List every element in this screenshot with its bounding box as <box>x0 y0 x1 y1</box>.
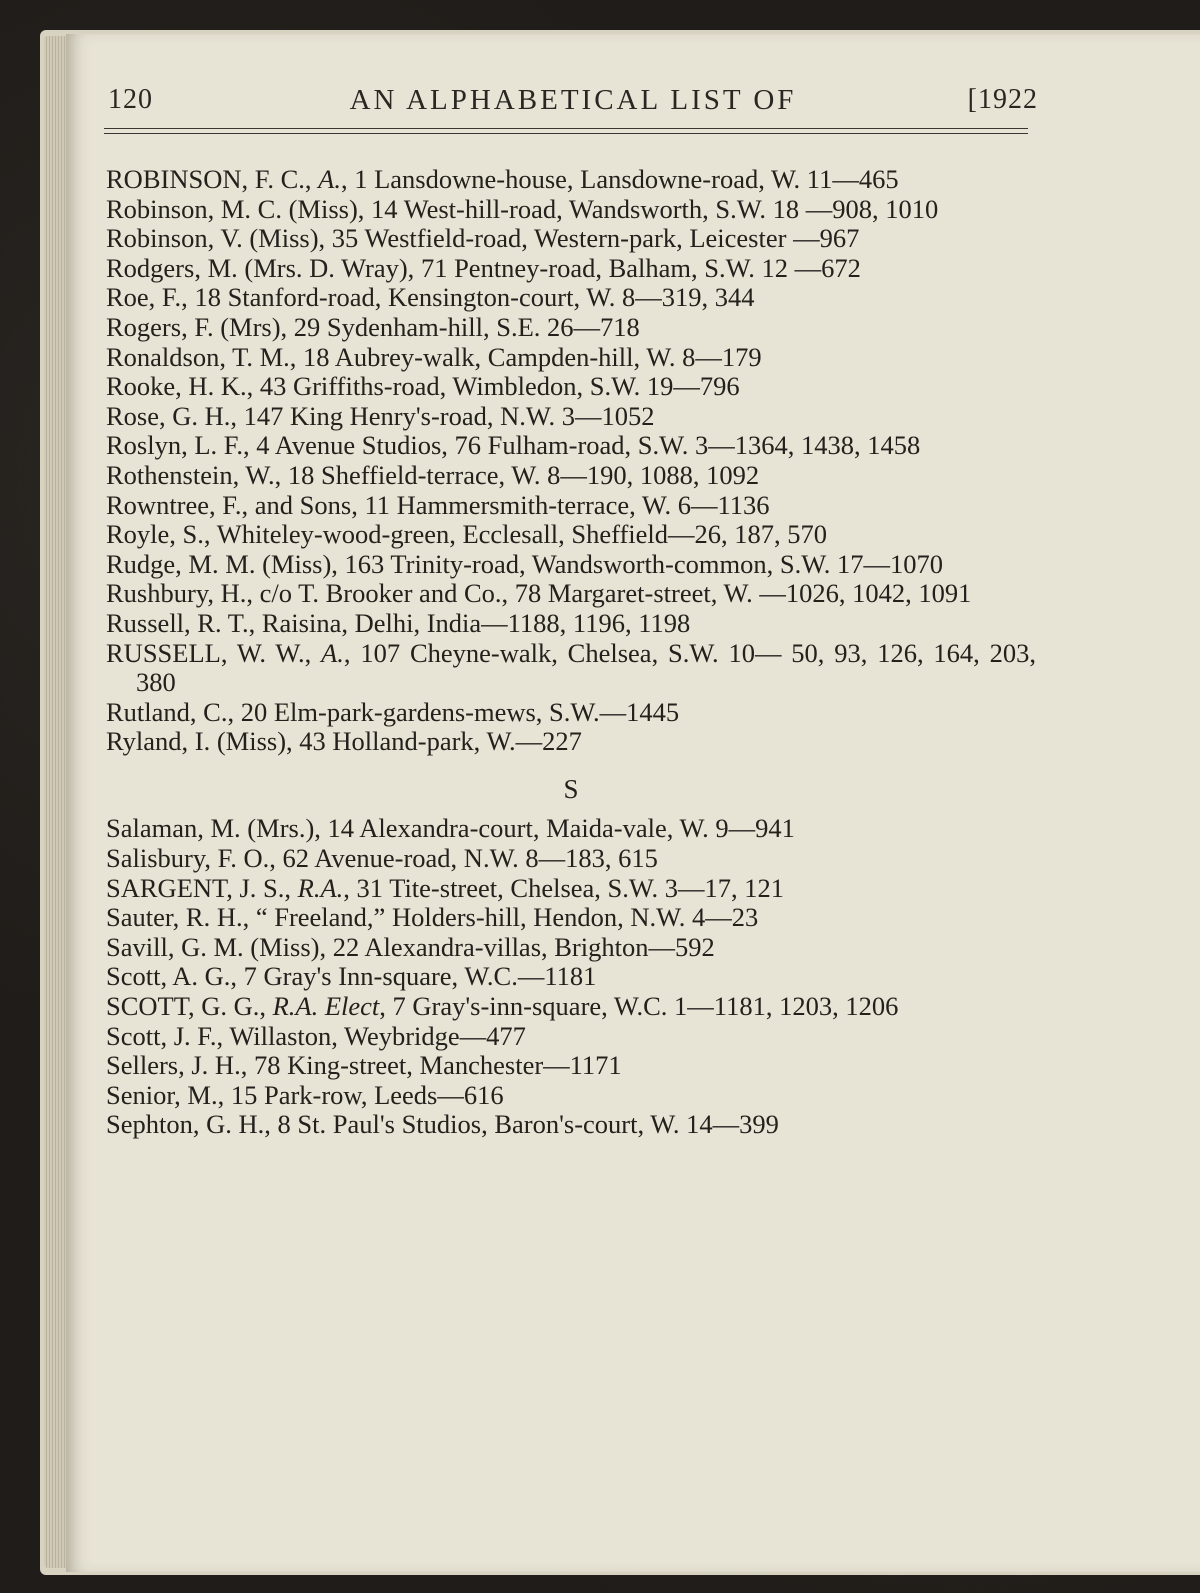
entry-address: 15 Park-row, Leeds—616 <box>230 1079 504 1110</box>
entry-name: SARGENT, J. S., <box>106 872 292 903</box>
entry-address: 4 Avenue Studios, 76 Fulham-road, S.W. 3—1364, 1438, 1458 <box>256 430 921 461</box>
entry-name: SCOTT, G. G., <box>106 991 266 1022</box>
list-entry <box>106 727 1036 757</box>
entry-name: Sellers, J. H., <box>106 1050 248 1081</box>
list-entry <box>106 962 1036 992</box>
list-entry <box>106 698 1036 728</box>
list-entry <box>106 903 1036 933</box>
list-entry <box>106 609 1036 639</box>
entry-name: Royle, S., <box>106 519 211 550</box>
list-entry <box>106 461 1036 491</box>
entry-name: Roe, F., <box>106 282 188 313</box>
list-entry <box>106 992 1036 1022</box>
header-rule-top <box>104 128 1028 129</box>
entry-name: RUSSELL, W. W., <box>106 637 312 668</box>
list-entry <box>106 372 1036 402</box>
entry-name: Rowntree, F., and Sons, <box>106 489 358 520</box>
entry-name: Sephton, G. H., <box>106 1109 271 1140</box>
entry-address: “ Freeland,” Holders-hill, Hendon, N.W. 4—23 <box>255 902 759 933</box>
entry-distinction: A. <box>321 637 344 668</box>
list-entry <box>106 579 1036 609</box>
entry-address: c/o T. Brooker and Co., 78 Margaret-street, W. —1026, 1042, 1091 <box>259 578 972 609</box>
list-entry <box>106 844 1036 874</box>
list-entry <box>106 550 1036 580</box>
entry-distinction: A. <box>318 164 341 194</box>
entry-address: 11 Hammersmith-terrace, W. 6—1136 <box>364 489 770 520</box>
list-entry <box>106 933 1036 963</box>
entry-name: Ronaldson, T. M., <box>106 341 297 372</box>
header-rule-bottom <box>104 133 1028 134</box>
list-entry <box>106 313 1036 343</box>
entry-name: Russell, R. T., <box>106 607 256 638</box>
list-entry <box>106 814 1036 844</box>
entry-address: 35 Westfield-road, Western-park, Leicester —967 <box>331 223 860 254</box>
entry-address: 18 Sheffield-terrace, W. 8—190, 1088, 1092 <box>287 459 760 490</box>
entry-name: Scott, J. F., <box>106 1020 224 1051</box>
list-entry <box>106 520 1036 550</box>
entry-address: Whiteley-wood-green, Ecclesall, Sheffield—26, 187, 570 <box>216 519 828 550</box>
entry-name: Robinson, M. C. (Miss), <box>106 193 365 224</box>
list-entry <box>106 195 1036 225</box>
list-entry <box>106 283 1036 313</box>
entry-name: Ryland, I. (Miss), <box>106 726 293 757</box>
list-entry <box>106 431 1036 461</box>
list-entry <box>106 1081 1036 1111</box>
entry-address: 78 King-street, Manchester—1171 <box>253 1050 622 1081</box>
entry-address: 29 Sydenham-hill, S.E. 26—718 <box>293 311 640 342</box>
entry-name: Rogers, F. (Mrs), <box>106 311 288 342</box>
entry-name: Sauter, R. H., <box>106 902 250 933</box>
entry-address: 14 Alexandra-court, Maida-vale, W. 9—941 <box>327 813 795 844</box>
entry-name: Rudge, M. M. (Miss), <box>106 548 338 579</box>
entry-address: , 1 Lansdowne-house, Lansdowne-road, W. 11—465 <box>340 164 899 194</box>
list-entry <box>106 343 1036 373</box>
entry-distinction: R.A. <box>297 872 344 903</box>
entry-address: , 107 Cheyne-walk, Chelsea, S.W. 10— 50, 93, 126, 164, 203, 380 <box>136 637 1036 698</box>
list-entry <box>106 639 1036 698</box>
entry-name: Rushbury, H., <box>106 578 253 609</box>
list-entry <box>106 1110 1036 1140</box>
entries-s <box>106 814 1036 1140</box>
list-entry <box>106 874 1036 904</box>
list-entry <box>106 254 1036 284</box>
entry-address: 20 Elm-park-gardens-mews, S.W.—1445 <box>240 696 680 727</box>
entry-address: 18 Stanford-road, Kensington-court, W. 8—319, 344 <box>194 282 755 313</box>
entry-name: Salaman, M. (Mrs.), <box>106 813 321 844</box>
entry-name: Rose, G. H., <box>106 400 238 431</box>
entry-name: Salisbury, F. O., <box>106 843 276 874</box>
entry-address: 22 Alexandra-villas, Brighton—592 <box>332 931 715 962</box>
entry-address: 62 Avenue-road, N.W. 8—183, 615 <box>282 843 658 874</box>
entry-distinction: R.A. Elect <box>272 991 380 1022</box>
page-year: [1922 <box>967 84 1038 115</box>
entry-name: Rodgers, M. (Mrs. D. Wray), <box>106 252 415 283</box>
entry-address: , 7 Gray's-inn-square, W.C. 1—1181, 1203, 1206 <box>379 991 899 1022</box>
entry-name: Rutland, C., <box>106 696 235 727</box>
page-number: 120 <box>108 84 153 115</box>
entry-name: Senior, M., <box>106 1079 225 1110</box>
entry-name: Savill, G. M. (Miss), <box>106 931 327 962</box>
entries-r <box>106 165 1036 757</box>
list-entry <box>106 224 1036 254</box>
entry-address: 43 Holland-park, W.—227 <box>299 726 582 757</box>
entry-name: Rooke, H. K., <box>106 371 254 402</box>
list-entry <box>106 165 1036 195</box>
entry-address: 71 Pentney-road, Balham, S.W. 12 —672 <box>420 252 861 283</box>
entry-name: Rothenstein, W., <box>106 459 282 490</box>
entry-address: 7 Gray's Inn-square, W.C.—1181 <box>243 961 597 992</box>
entry-name: Robinson, V. (Miss), <box>106 223 326 254</box>
entry-name: Scott, A. G., <box>106 961 238 992</box>
list-entry <box>106 1022 1036 1052</box>
section-letter: S <box>563 773 579 804</box>
entry-address: 8 St. Paul's Studios, Baron's-court, W. 14—399 <box>277 1109 779 1140</box>
entry-list <box>106 165 1036 1140</box>
entry-address: Willaston, Weybridge—477 <box>229 1020 526 1051</box>
entry-address: 43 Griffiths-road, Wimbledon, S.W. 19—796 <box>259 371 740 402</box>
entry-address: , 31 Tite-street, Chelsea, S.W. 3—17, 121 <box>343 872 784 903</box>
list-entry <box>106 1051 1036 1081</box>
entry-address: 18 Aubrey-walk, Campden-hill, W. 8—179 <box>303 341 762 372</box>
entry-name: ROBINSON, F. C., <box>106 164 312 194</box>
running-head <box>108 84 1038 124</box>
entry-address: Raisina, Delhi, India—1188, 1196, 1198 <box>261 607 691 638</box>
entry-name: Roslyn, L. F., <box>106 430 250 461</box>
page-title: AN ALPHABETICAL LIST OF <box>349 84 797 116</box>
entry-address: 163 Trinity-road, Wandsworth-common, S.W. 17—1070 <box>344 548 944 579</box>
list-entry <box>106 491 1036 521</box>
list-entry <box>106 402 1036 432</box>
entry-address: 14 West-hill-road, Wandsworth, S.W. 18 —908, 1010 <box>371 193 939 224</box>
entry-address: 147 King Henry's-road, N.W. 3—1052 <box>243 400 655 431</box>
